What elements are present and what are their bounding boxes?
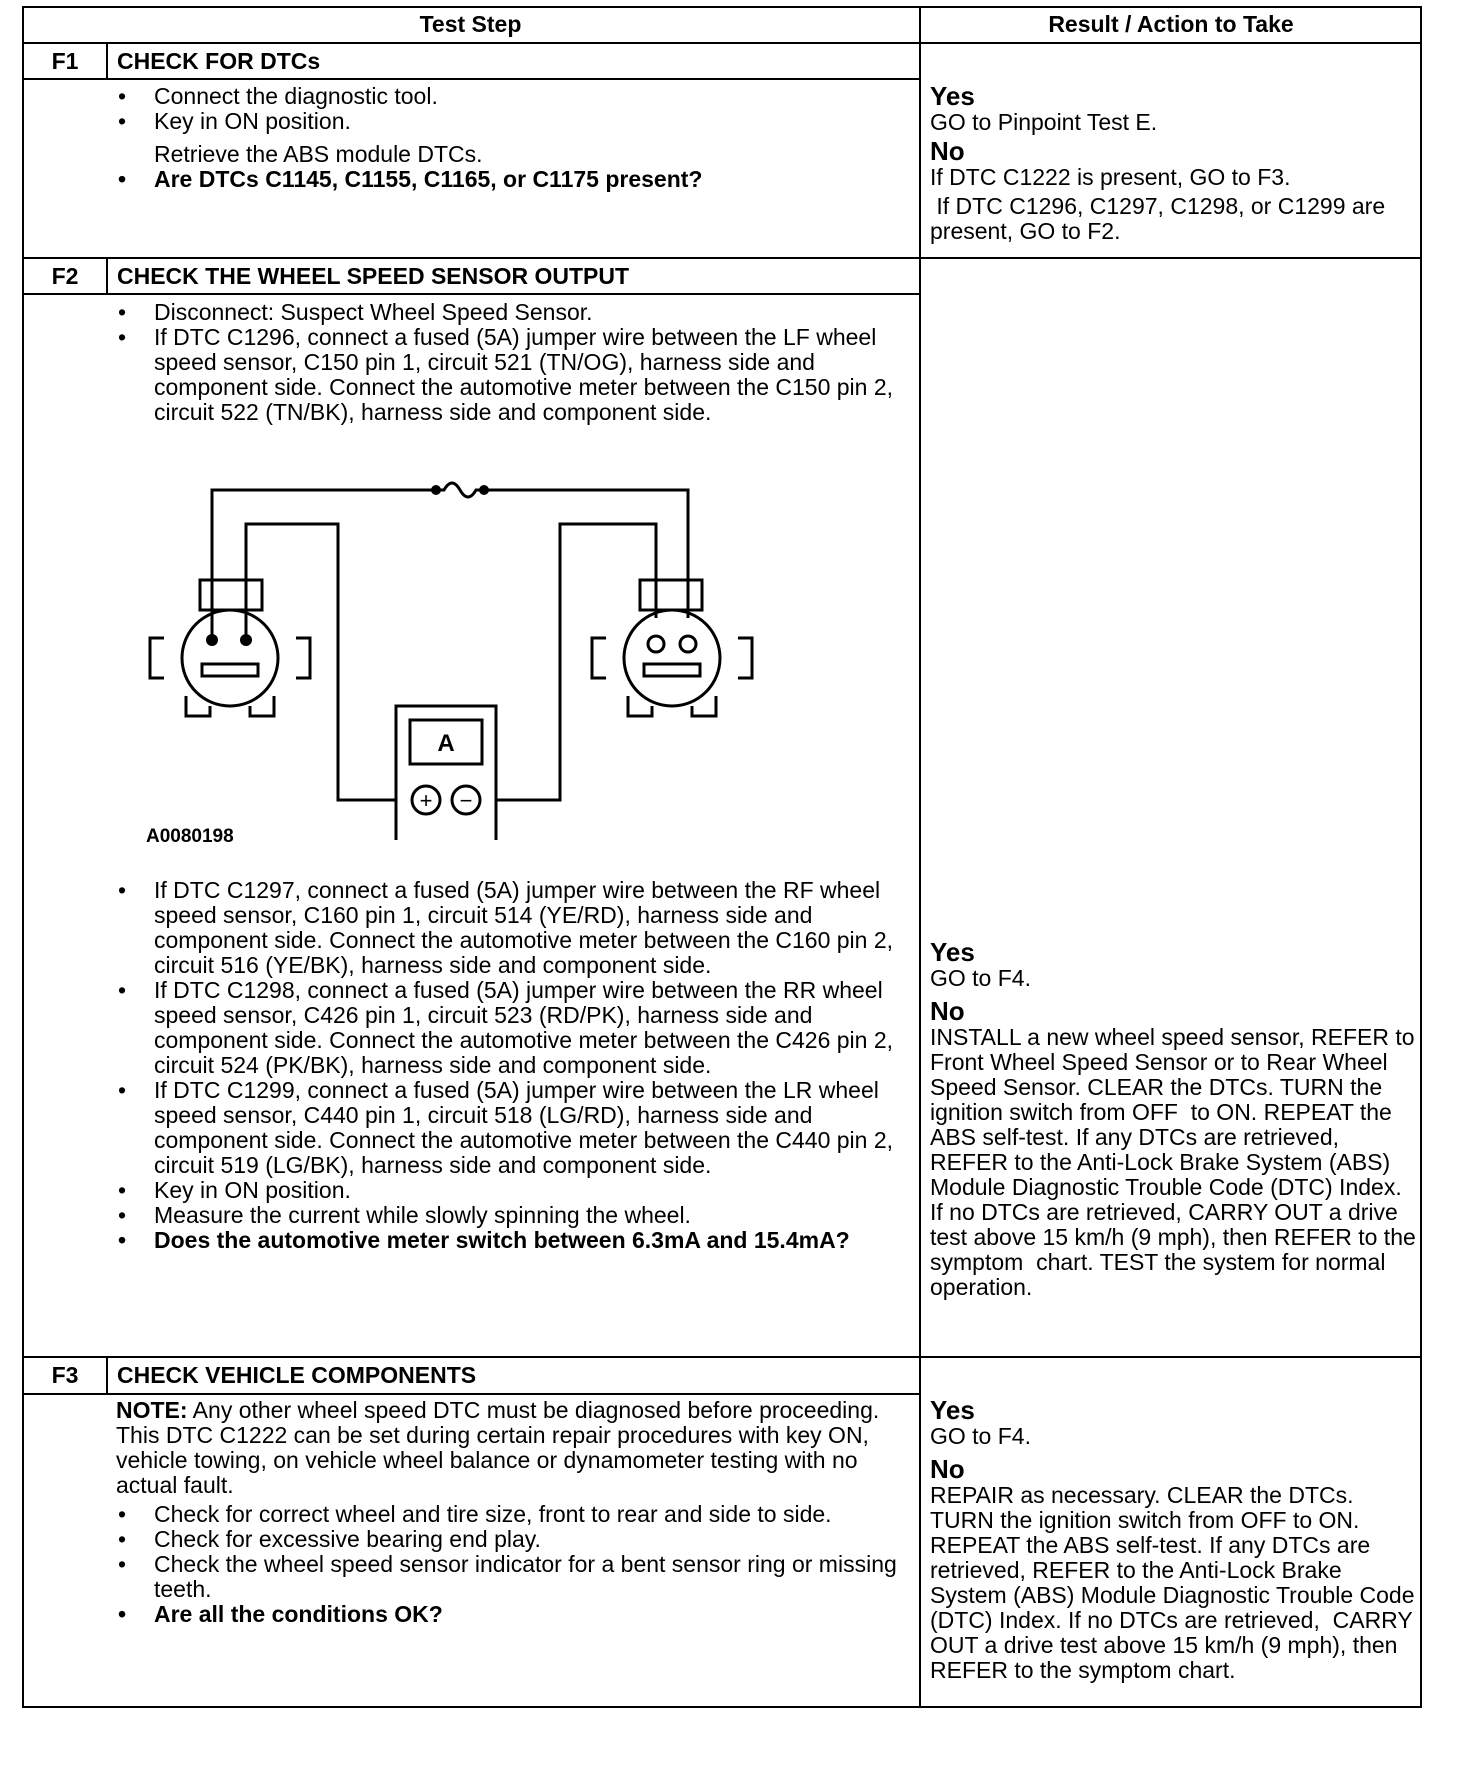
f1-no-text-2: If DTC C1296, C1297, C1298, or C1299 are present, GO to F2. — [930, 193, 1392, 244]
wheel-speed-sensor-diagram — [140, 470, 760, 840]
f1-bullet: • Key in ON position. — [116, 109, 906, 134]
f3-note-text: Any other wheel speed DTC must be diagnosed before proceeding. This DTC C1222 can be set during certain repair procedures with key ON, vehicle towing, on vehicle wheel balance or dynamometer testing with no actual fault. — [116, 1397, 886, 1498]
f3-note — [116, 1398, 906, 1498]
f2-bullet: • Measure the current while slowly spinning the wheel. — [116, 1203, 906, 1228]
f1-step-title: CHECK FOR DTCs — [117, 48, 321, 74]
f2-bullet: • If DTC C1296, connect a fused (5A) jumper wire between the LF wheel speed sensor, C150 pin 1, circuit 521 (TN/OG), harness side and component side. Connect the automotive meter between the C150 pin 2, circuit 522 (TN/BK), harness side and component side. — [116, 325, 896, 425]
f3-id-divider — [106, 1356, 108, 1394]
automotive-meter — [396, 706, 496, 840]
f2-title-divider — [22, 293, 920, 295]
left-sensor-connector — [150, 580, 310, 716]
figure-id: A0080198 — [146, 826, 234, 847]
meter-plus-terminal: + — [419, 788, 433, 813]
f1-title-divider — [22, 78, 920, 80]
f3-step-title: CHECK VEHICLE COMPONENTS — [117, 1362, 477, 1388]
f3-result — [930, 1396, 1420, 1683]
f2-bullet: • If DTC C1298, connect a fused (5A) jumper wire between the RR wheel speed sensor, C426 pin 1, circuit 523 (RD/PK), harness side and component side. Connect the automotive meter between the C426 pin 2, circuit 524 (PK/BK), harness side and component side. — [116, 978, 906, 1078]
meter-label: A — [437, 730, 455, 757]
f1-step-id: F1 — [51, 48, 79, 74]
f2-no-text: INSTALL a new wheel speed sensor, REFER to Front Wheel Speed Sensor or to Rear Wheel Speed Sensor. CLEAR the DTCs. TURN the ignition switch from OFF to ON. REPEAT the ABS self-test. If any DTCs are retrieved, REFER to the Anti-Lock Brake System (ABS) Module Diagnostic Trouble Code (DTC) Index. If no DTCs are retrieved, CARRY OUT a drive test above 15 km/h (9 mph), then REFER to the symptom chart. TEST the system for normal operation. — [930, 1024, 1423, 1300]
f3-yes-text: GO to F4. — [930, 1423, 1031, 1449]
f1-id-divider — [106, 42, 108, 79]
f3-instructions — [116, 1398, 906, 1627]
header-test-step: Test Step — [419, 11, 522, 37]
f3-bullet: • Check the wheel speed sensor indicator for a bent sensor ring or missing teeth. — [116, 1552, 906, 1602]
f3-no-label: No — [930, 1454, 965, 1484]
f3-yes-label: Yes — [930, 1395, 975, 1425]
f1-bullet: • Connect the diagnostic tool. — [116, 84, 906, 109]
f3-note-label: NOTE: — [116, 1397, 188, 1423]
f1-no-label: No — [930, 136, 965, 166]
f1-no-text-1: If DTC C1222 is present, GO to F3. — [930, 164, 1291, 190]
meter-minus-terminal: − — [459, 788, 473, 813]
right-sensor-connector — [592, 580, 752, 716]
f2-bullet: • Key in ON position. — [116, 1178, 906, 1203]
f1-question: • Are DTCs C1145, C1155, C1165, or C1175 present? — [116, 167, 906, 192]
header-result-action: Result / Action to Take — [1048, 11, 1294, 37]
f2-step-id: F2 — [51, 263, 79, 289]
column-divider — [919, 6, 921, 1708]
f3-bullet: • Check for correct wheel and tire size, front to rear and side to side. — [116, 1502, 906, 1527]
f1-instructions — [116, 84, 906, 192]
f2-question: • Does the automotive meter switch between 6.3mA and 15.4mA? — [116, 1228, 906, 1253]
f3-bullet: • Check for excessive bearing end play. — [116, 1527, 906, 1552]
f3-title-divider — [22, 1393, 920, 1395]
f1-yes-text: GO to Pinpoint Test E. — [930, 109, 1158, 135]
f2-bullet: • If DTC C1297, connect a fused (5A) jumper wire between the RF wheel speed sensor, C160 pin 1, circuit 514 (YE/RD), harness side and component side. Connect the automotive meter between the C160 pin 2, circuit 516 (YE/BK), harness side and component side. — [116, 878, 906, 978]
f1-result — [930, 82, 1420, 244]
f3-question: • Are all the conditions OK? — [116, 1602, 906, 1627]
f2-yes-label: Yes — [930, 937, 975, 967]
f2-no-label: No — [930, 996, 965, 1026]
f2-id-divider — [106, 257, 108, 294]
f2-instructions-bottom — [116, 878, 906, 1253]
f1-plain-step: Retrieve the ABS module DTCs. — [154, 141, 483, 167]
f2-bullet: • If DTC C1299, connect a fused (5A) jumper wire between the LR wheel speed sensor, C440 pin 1, circuit 518 (LG/RD), harness side and component side. Connect the automotive meter between the C440 pin 2, circuit 519 (LG/BK), harness side and component side. — [116, 1078, 906, 1178]
f2-step-title: CHECK THE WHEEL SPEED SENSOR OUTPUT — [117, 263, 630, 289]
f2-instructions-top — [116, 300, 896, 425]
f2-yes-text: GO to F4. — [930, 965, 1031, 991]
f1-yes-label: Yes — [930, 81, 975, 111]
f2-bullet: • Disconnect: Suspect Wheel Speed Sensor. — [116, 300, 896, 325]
f2-result — [930, 937, 1423, 1300]
f3-step-id: F3 — [51, 1362, 79, 1388]
f3-no-text: REPAIR as necessary. CLEAR the DTCs. TURN the ignition switch from OFF to ON. REPEAT the ABS self-test. If any DTCs are retrieved, REFER to the Anti-Lock Brake System (ABS) Module Diagnostic Trouble Code (DTC) Index. If no DTCs are retrieved, CARRY OUT a drive test above 15 km/h (9 mph), then REFER to the symptom chart. — [930, 1482, 1421, 1683]
